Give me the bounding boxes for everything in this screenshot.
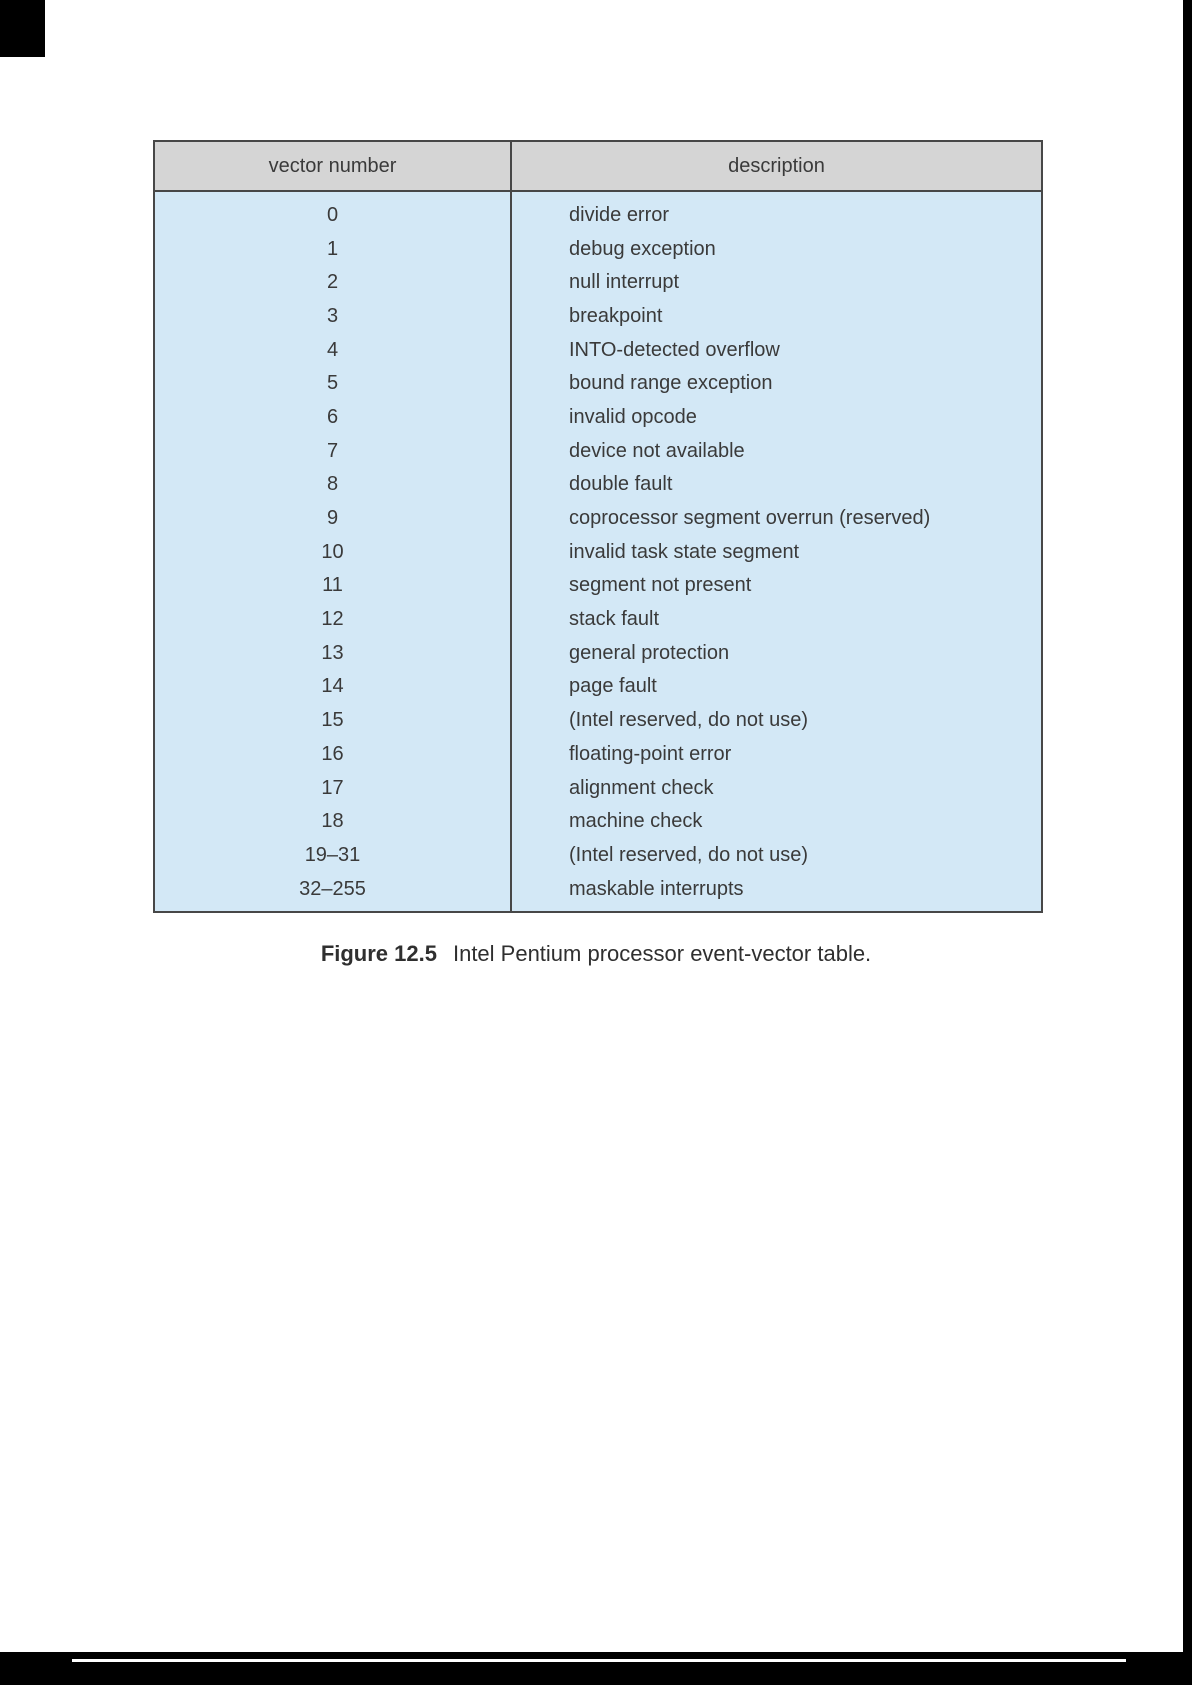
header-vector-number: vector number [154,141,511,191]
table-row [154,299,1042,333]
description-cell: breakpoint [511,299,1042,333]
description-cell: floating-point error [511,737,1042,771]
vector-number-cell: 17 [154,771,511,805]
description-cell: coprocessor segment overrun (reserved) [511,501,1042,535]
table-row [154,670,1042,704]
scan-artifact-top-left [0,0,45,57]
table-row [154,434,1042,468]
description-cell: machine check [511,804,1042,838]
vector-number-cell: 0 [154,191,511,232]
vector-number-cell: 5 [154,366,511,400]
description-cell: segment not present [511,569,1042,603]
vector-number-cell: 7 [154,434,511,468]
table-row [154,265,1042,299]
event-vector-table [153,140,1043,913]
description-cell: null interrupt [511,265,1042,299]
description-cell: (Intel reserved, do not use) [511,703,1042,737]
vector-number-cell: 32–255 [154,872,511,913]
description-cell: stack fault [511,602,1042,636]
vector-number-cell: 4 [154,333,511,367]
description-cell: INTO-detected overflow [511,333,1042,367]
table-row [154,366,1042,400]
vector-number-cell: 6 [154,400,511,434]
scan-artifact-right-edge [1183,0,1192,1685]
vector-number-cell: 14 [154,670,511,704]
vector-number-cell: 1 [154,232,511,266]
vector-number-cell: 18 [154,804,511,838]
description-cell: maskable interrupts [511,872,1042,913]
description-cell: invalid opcode [511,400,1042,434]
table-row [154,232,1042,266]
vector-number-cell: 15 [154,703,511,737]
table-row [154,191,1042,232]
description-cell: bound range exception [511,366,1042,400]
table-header-row [154,141,1042,191]
description-cell: device not available [511,434,1042,468]
table-row [154,602,1042,636]
vector-number-cell: 16 [154,737,511,771]
table-row [154,838,1042,872]
description-cell: alignment check [511,771,1042,805]
table-row [154,468,1042,502]
scan-artifact-white-line [72,1659,1126,1662]
vector-number-cell: 12 [154,602,511,636]
vector-number-cell: 8 [154,468,511,502]
description-cell: divide error [511,191,1042,232]
vector-number-cell: 19–31 [154,838,511,872]
vector-number-cell: 3 [154,299,511,333]
figure-caption-text: Intel Pentium processor event-vector table. [452,941,872,966]
table-row [154,636,1042,670]
table-row [154,872,1042,913]
description-cell: invalid task state segment [511,535,1042,569]
table-row [154,400,1042,434]
table-row [154,333,1042,367]
description-cell: (Intel reserved, do not use) [511,838,1042,872]
vector-number-cell: 9 [154,501,511,535]
table-row [154,569,1042,603]
table-row [154,703,1042,737]
scan-artifact-bottom-bar [0,1652,1192,1685]
table-row [154,804,1042,838]
table-row [154,501,1042,535]
table-row [154,771,1042,805]
vector-number-cell: 11 [154,569,511,603]
description-cell: page fault [511,670,1042,704]
table-row [154,737,1042,771]
description-cell: double fault [511,468,1042,502]
table-body [154,191,1042,912]
description-cell: debug exception [511,232,1042,266]
figure-caption-label: Figure 12.5 [320,941,437,966]
figure-caption [0,941,1192,967]
table-row [154,535,1042,569]
vector-number-cell: 13 [154,636,511,670]
vector-number-cell: 2 [154,265,511,299]
header-description: description [511,141,1042,191]
description-cell: general protection [511,636,1042,670]
vector-number-cell: 10 [154,535,511,569]
